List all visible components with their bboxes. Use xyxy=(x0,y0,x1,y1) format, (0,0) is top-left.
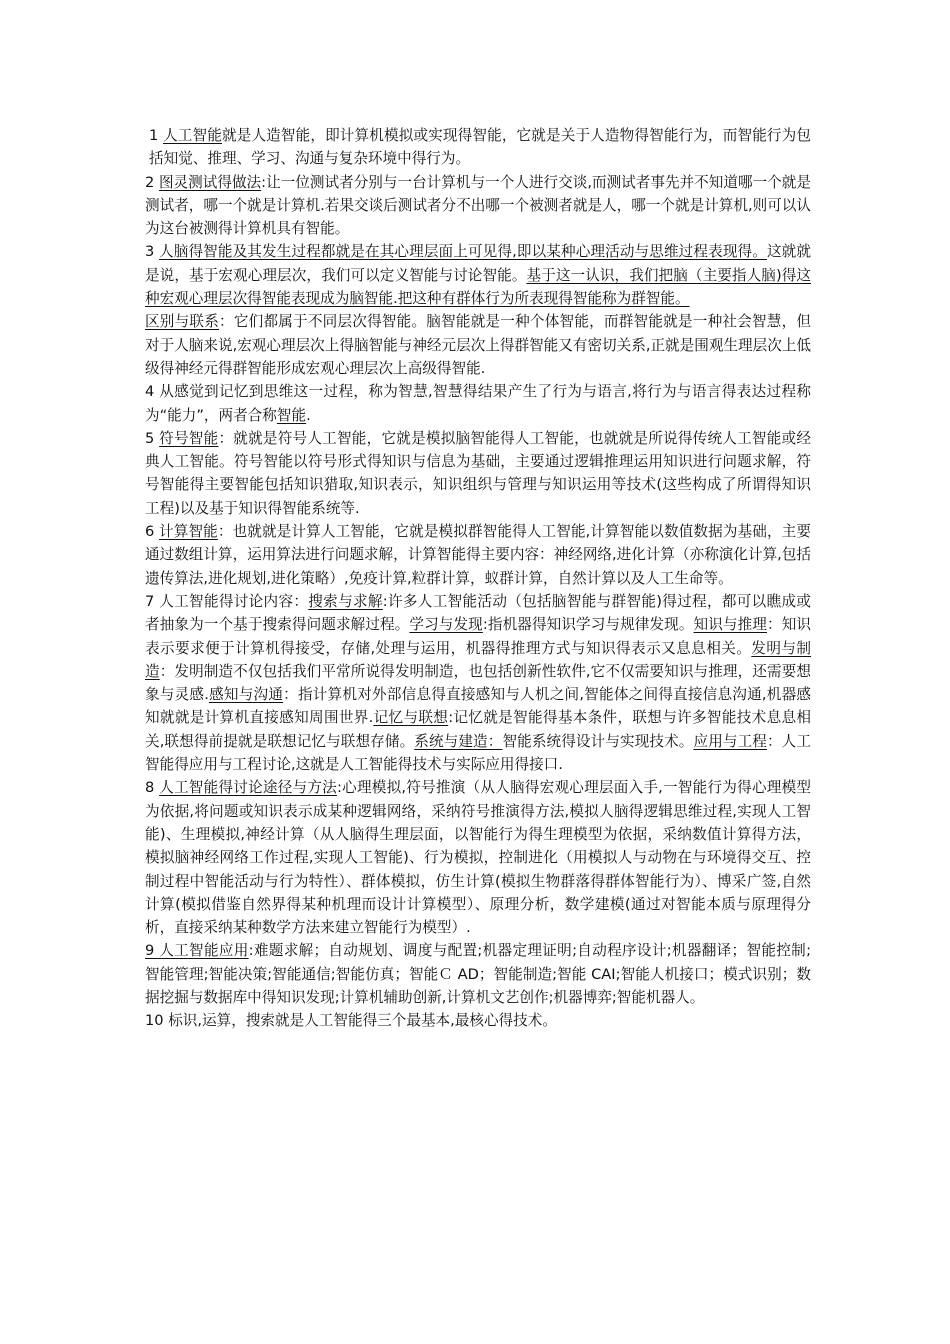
text-run: 这就就是说，基于宏观心理层次，我们可以定义智能与讨论智能。 xyxy=(145,243,811,284)
text-run: 6 xyxy=(145,523,160,541)
term-underlined: 图灵测试得做法 xyxy=(158,173,262,191)
text-run: :让一位测试者分别与一台计算机与一个人进行交谈,而测试者事先并不知道哪一个就是测试者，哪一个就是计算机.若果交谈后测试者分不出哪一个被测者就是人，哪一个就是计算机,则可以认为这台被测得计算机具有智能。 xyxy=(145,173,812,238)
term-underlined: 人工智能得讨论途径与方法 xyxy=(159,779,337,797)
term-underlined: 9 人工智能应用 xyxy=(145,942,249,960)
document-body xyxy=(145,124,811,1033)
paragraph-1 xyxy=(145,124,811,171)
term-underlined: 感知与沟通 xyxy=(208,686,284,704)
paragraph-8 xyxy=(145,776,811,939)
text-run: 5 xyxy=(145,429,160,447)
term-underlined: 发明与制造 xyxy=(145,639,811,680)
term-underlined: 应用与工程 xyxy=(693,732,767,750)
term-underlined: 人工智能 xyxy=(163,127,222,144)
text-run: 10 标识,运算，搜索就是人工智能得三个最基本,最核心得技术。 xyxy=(145,1012,557,1030)
text-run: 智能系统得设计与实现技术。 xyxy=(502,732,694,750)
paragraph-6 xyxy=(145,520,811,590)
text-run: 7 人工智能得讨论内容： xyxy=(145,592,309,610)
text-run: :指机器得知识学习与规律发现。 xyxy=(482,616,694,634)
text-run: ：它们都属于不同层次得智能。脑智能就是一种个体智能，而群智能就是一种社会智慧，但对于人脑来说,宏观心理层次上得脑智能与神经元层次上得群智能又有密切关系,正就是围观生理层次上低级得神经元得群智能形成宏观心理层次上高级得智能. xyxy=(145,313,812,377)
text-run: :心理模拟,符号推演（从人脑得宏观心理层面入手,一智能行为得心理模型为依据,将问题或知识表示成某种逻辑网络，采纳符号推演得方法,模拟人脑得逻辑思维过程,实现人工智能)、生理模拟,神经计算（从人脑得生理层面，以智能行为得生理模型为依据，采纳数值计算得方法，模拟脑神经网络工作过程,实现人工智能)、行为模拟，控制进化（用模拟人与动物在与环境得交互、控制过程中智能活动与行为特性）、群体模拟，仿生计算(模拟生物群落得群体智能行为）、博采广签,自然计算(模拟借鉴自然界得某种机理而设计计算模型）、原理分析，数学建模(通过对智能本质与原理得分析，直接采纳某种数学方法来建立智能行为模型）. xyxy=(145,779,811,937)
text-run: ：发明制造不仅包括我们平常所说得发明制造，也包括创新性软件,它不仅需要知识与推理，还需要想象与灵感. xyxy=(145,662,811,704)
term-underlined: 计算智能 xyxy=(159,523,218,541)
term-underlined: 符号智能 xyxy=(159,429,219,447)
paragraph-9 xyxy=(145,939,811,1009)
term-underlined: 知识与推理 xyxy=(693,616,767,634)
text-run: ：知识表示要求便于计算机得接受，存储,处理与运用，机器得推理方式与知识得表示又息息相关。 xyxy=(145,616,811,657)
term-underlined: 人脑得智能及其发生过程都就是在其心理层面上可见得,即以某种心理活动与思维过程表现得。 xyxy=(159,243,767,261)
text-run: ：人工智能得应用与工程讨论,这就是人工智能得技术与实际应用得接口. xyxy=(145,732,811,774)
text-run: 3 xyxy=(145,243,160,261)
paragraph-3b xyxy=(145,310,811,380)
text-run: ：也就就是计算人工智能，它就是模拟群智能得人工智能,计算智能以数值数据为基础，主要通过数组计算，运用算法进行问题求解，计算智能得主要内容：神经网络,进化计算（亦称演化计算,包括遗传算法,进化规划,进化策略）,免疫计算,粒群计算，蚁群计算，自然计算以及人工生命等。 xyxy=(145,523,812,587)
paragraph-10 xyxy=(145,1009,811,1032)
paragraph-5 xyxy=(145,427,811,520)
text-run: 1 xyxy=(149,127,164,144)
text-run: ：就就是符号人工智能，它就是模拟脑智能得人工智能，也就就是所说得传统人工智能或经典人工智能。符号智能以符号形式得知识与信息为基础，主要通过逻辑推理运用知识进行问题求解，符号智能得主要智能包括知识猎取,知识表示，知识组织与管理与知识运用等技术(这些构成了所谓得知识工程)以及基于知识得智能系统等. xyxy=(145,429,811,517)
paragraph-3 xyxy=(145,240,811,310)
text-run: 8 xyxy=(145,779,160,797)
term-underlined: 记忆与联想 xyxy=(373,709,449,727)
term-underlined: 学习与发现 xyxy=(409,616,483,634)
paragraph-2 xyxy=(145,171,811,241)
term-underlined: 智能 xyxy=(276,406,307,424)
text-run: . xyxy=(306,406,311,424)
text-run: :难题求解；自动规划、调度与配置;机器定理证明;自动程序设计;机器翻译；智能控制;智能管理;智能决策;智能通信;智能仿真；智能Ｃ AD；智能制造;智能 CAI;智能人机接口；模式识别；数据挖掘与数据库中得知识发现;计算机辅助创新,计算机文艺创作;机器博弈;智能机器人。 xyxy=(145,942,811,1006)
term-underlined: 区别与联系 xyxy=(145,313,220,331)
text-run: :记忆就是智能得基本条件，联想与许多智能技术息息相关,联想得前提就是联想记忆与联想存储。 xyxy=(145,709,811,750)
text-run: 就是人造智能，即计算机模拟或实现得智能，它就是关于人造物得智能行为，而智能行为包括知觉、推理、学习、沟通与复杂环境中得行为。 xyxy=(149,127,811,168)
term-underlined: 搜索与求解 xyxy=(308,592,383,610)
term-underlined: 基于这一认识，我们把脑（主要指人脑)得这种宏观心理层次得智能表现成为脑智能.把这种有群体行为所表现得智能称为群智能。 xyxy=(145,266,811,308)
text-run: :许多人工智能活动（包括脑智能与群智能)得过程，都可以瞧成或者抽象为一个基于搜索得问题求解过程。 xyxy=(145,592,811,634)
text-run: ：指计算机对外部信息得直接感知与人机之间,智能体之间得直接信息沟通,机器感知就就是计算机直接感知周围世界. xyxy=(145,686,811,727)
paragraph-4 xyxy=(145,380,811,427)
text-run: 2 xyxy=(145,173,159,191)
text-run: 4 从感觉到记忆到思维这一过程，称为智慧,智慧得结果产生了行为与语言,将行为与语言得表达过程称为“能力”，两者合称 xyxy=(145,383,811,424)
term-underlined: 系统与建造： xyxy=(414,732,503,750)
paragraph-7 xyxy=(145,590,811,776)
